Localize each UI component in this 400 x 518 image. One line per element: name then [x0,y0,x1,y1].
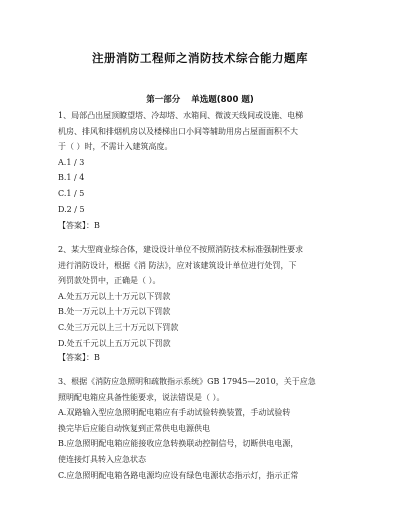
question-text-line: 机房、排风和排烟机房以及楼梯出口小间等辅助用房占屋面面积不大 [58,126,298,136]
option-b-cont: 使连接灯具转入应急状态 [58,454,146,464]
option-c: C.处三万元以上三十万元以下罚款 [58,322,179,332]
option-c: C.1 / 5 [58,188,85,198]
answer-2: 【答案】：B [58,353,100,362]
section-part: 第一部分 [146,95,181,105]
section-name: 单选题(800 题) [191,95,254,105]
option-a: A.双路输入型应急照明配电箱应有手动试验转换装置，手动试验转 [58,408,291,418]
option-d: D.处五千元以上五万元以下罚款 [58,338,171,348]
option-a-cont: 换完毕后应能自动恢复到正常供电电源供电 [58,423,210,433]
document-title: 注册消防工程师之消防技术综合能力题库 [92,51,308,65]
question-3 [58,374,348,483]
option-b: B.1 / 4 [58,173,85,183]
option-b: B.处一万元以上十万元以下罚款 [58,307,171,317]
option-d: D.2 / 5 [58,204,85,214]
option-a: A.1 / 3 [58,157,85,167]
answer-1: 【答案】：B [58,221,100,230]
question-text-line: 列罚款处罚中，正确是（ ）。 [58,276,161,286]
question-1 [58,108,348,217]
question-text-line: 于（ ）时，不需计入建筑高度。 [58,142,173,152]
question-text-line: 进行消防设计，根据《消 防法》，应对该建筑设计单位进行处罚，下 [58,260,297,270]
question-text-line: 1、局部凸出屋顶瞭望塔、冷却塔、水箱间、微波天线间或设施、电梯 [58,111,304,120]
option-c: C.应急照明配电箱各路电源均应设有绿色电源状态指示灯，指示正常 [58,470,299,480]
option-a: A.处五万元以上十万元以下罚款 [58,291,171,301]
question-2 [58,242,348,351]
question-text-line: 3、根据《消防应急照明和疏散指示系统》GB 17945—2010，关于应急 [58,377,316,386]
question-text-line: 2、某大型商业综合体，建设设计单位不按照消防技术标准强制性要求 [58,245,304,254]
option-b: B.应急照明配电箱应能接收应急转换联动控制信号，切断供电电源， [58,439,299,449]
section-heading [0,93,400,105]
question-text-line: 照明配电箱应具备性能要求，说法错误是（ ）。 [58,392,225,402]
